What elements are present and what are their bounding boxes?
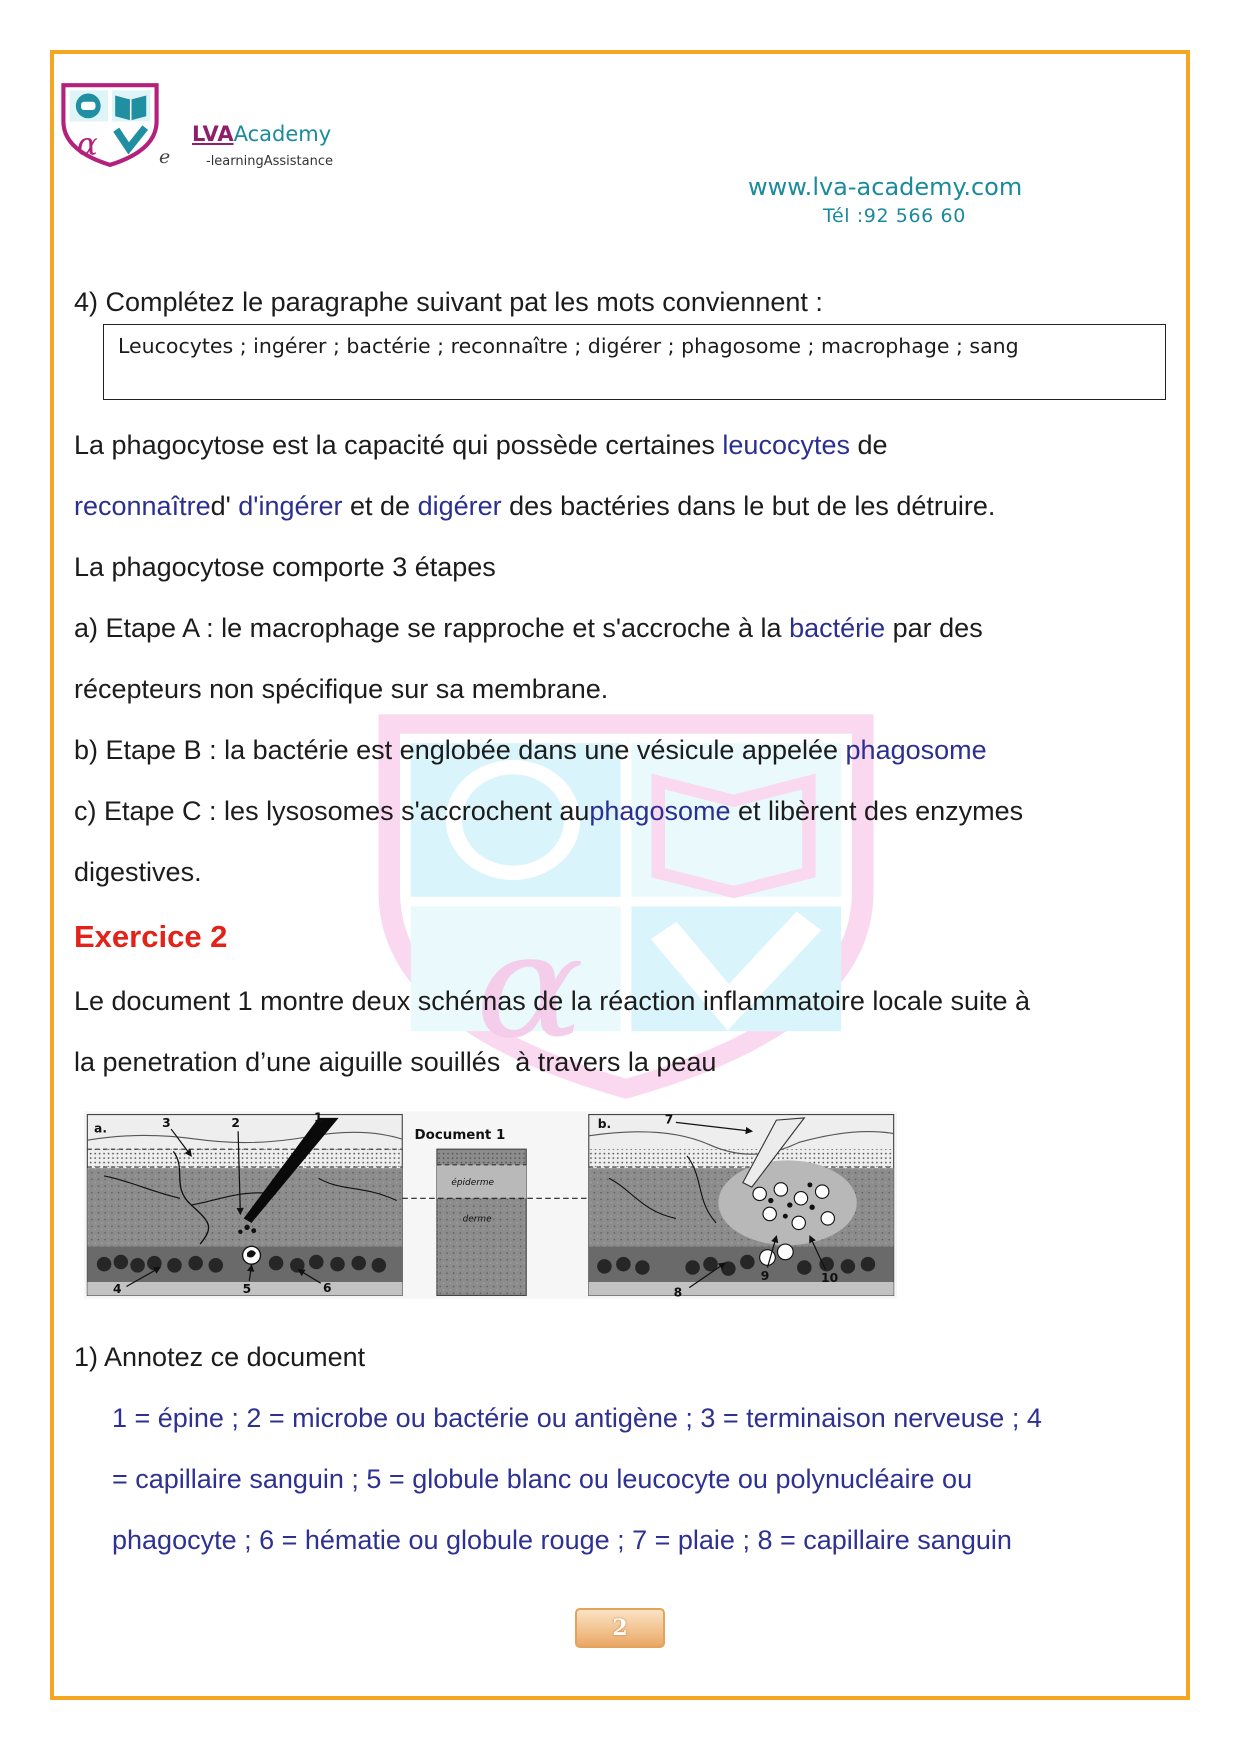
blood-cell (269, 1256, 284, 1271)
filled-word: bactérie (789, 613, 886, 643)
answer-line (74, 598, 1023, 659)
document-1-figure (84, 1111, 897, 1299)
answer-text: b) Etape B : la bactérie est englobée dans une vésicule appelée (74, 735, 846, 765)
lva-academy-logo (58, 80, 162, 168)
page-number: 2 (575, 1608, 665, 1648)
filled-word: d'ingérer (238, 491, 343, 521)
blood-cell (740, 1255, 755, 1270)
bacterium (768, 1198, 773, 1203)
blood-cell (841, 1259, 856, 1274)
label-6: 6 (322, 1281, 332, 1296)
answer-text: d' (210, 491, 239, 521)
inflamed-area (718, 1160, 856, 1245)
phone-number: Tél :92 566 60 (823, 205, 966, 227)
answer-line (74, 659, 1023, 720)
label-3: 3 (162, 1115, 171, 1130)
figure-title: Document 1 (414, 1128, 506, 1144)
bacterium (238, 1230, 242, 1234)
white-blood-cell (774, 1183, 787, 1196)
annotation-line: phagocyte ; 6 = hématie ou globule rouge ; 7 = plaie ; 8 = capillaire sanguin (112, 1525, 1012, 1555)
question-1-annotate: 1) Annotez ce document (74, 1342, 366, 1372)
blood-cell (685, 1260, 700, 1275)
panel-a-label: a. (94, 1121, 107, 1136)
bacterium (251, 1228, 256, 1233)
white-blood-cell (815, 1185, 828, 1198)
answer-line (74, 720, 1023, 781)
blood-cell (819, 1257, 834, 1272)
word-bank-box (103, 324, 1166, 400)
brand-name (192, 122, 331, 146)
blood-cell (167, 1258, 182, 1273)
answer-text: des bactéries dans le but de les détruire. (501, 491, 996, 521)
bacterium (244, 1225, 249, 1230)
answer-text: digestives. (74, 857, 202, 887)
question-4-title: 4) Complétez le paragraphe suivant pat les mots conviennent : (74, 287, 823, 317)
brand-subtitle: -learningAssistance (206, 154, 333, 169)
white-blood-cell (821, 1212, 834, 1225)
answer-text: La phagocytose comporte 3 étapes (74, 552, 496, 582)
blood-cell (635, 1260, 650, 1275)
filled-word: phagosome (845, 735, 987, 765)
answer-line (74, 476, 1023, 537)
annotation-answers (112, 1388, 1042, 1571)
answer-text: c) Etape C : les lysosomes s'accrochent au (74, 796, 590, 826)
blood-cell (209, 1258, 224, 1273)
brand-academy: Academy (233, 122, 332, 146)
epidermis-layer (589, 1149, 894, 1167)
panel-b-label: b. (597, 1116, 612, 1131)
answer-line (74, 781, 1023, 842)
blood-cell (616, 1257, 631, 1272)
panel-a-skin-diagram (87, 1115, 402, 1296)
white-blood-cell (778, 1244, 794, 1260)
blood-cell (309, 1255, 324, 1270)
label-1: 1 (314, 1111, 323, 1125)
brand-e: e (159, 146, 171, 168)
label-7: 7 (664, 1112, 674, 1127)
answer-text: et libèrent des enzymes (730, 796, 1024, 826)
label-4: 4 (113, 1282, 122, 1297)
white-blood-cell (794, 1192, 807, 1205)
bacterium (787, 1202, 792, 1207)
logo-alpha: α (76, 126, 98, 163)
white-blood-cell (753, 1187, 766, 1200)
blood-cell (797, 1260, 812, 1275)
filled-word: leucocytes (722, 430, 850, 460)
brand-lva: LVA (192, 122, 234, 146)
white-blood-cell (792, 1216, 805, 1229)
blood-cell (114, 1255, 129, 1270)
answer-line (74, 842, 1023, 903)
annotation-line: = capillaire sanguin ; 5 = globule blanc ou leucocyte ou polynucléaire ou (112, 1464, 973, 1494)
label-9: 9 (760, 1268, 770, 1283)
answer-text: La phagocytose est la capacité qui possède certaines (74, 430, 723, 460)
filled-word: digérer (417, 491, 502, 521)
white-blood-cell (760, 1250, 776, 1266)
white-blood-cell (763, 1207, 776, 1220)
bacterium (807, 1182, 812, 1187)
website-link[interactable]: www.lva-academy.com (748, 173, 1023, 201)
intro-line: Le document 1 montre deux schémas de la réaction inflammatoire locale suite à (74, 986, 1031, 1016)
bacterium (809, 1205, 814, 1210)
panel-b-skin-diagram (589, 1115, 894, 1296)
blood-cell (97, 1257, 112, 1272)
bacterium (783, 1214, 788, 1219)
label-8: 8 (673, 1285, 683, 1299)
label-5: 5 (242, 1282, 252, 1297)
answer-text: par des (885, 613, 983, 643)
exercise-2-title: Exercice 2 (74, 919, 228, 954)
blood-cell (597, 1259, 612, 1274)
blood-cell (290, 1258, 305, 1273)
answer-line (74, 415, 1023, 476)
label-10: 10 (821, 1271, 839, 1286)
blood-cell (330, 1257, 345, 1272)
answer-paragraph (74, 415, 1023, 903)
blood-cell (372, 1258, 387, 1273)
blood-cell (351, 1256, 366, 1271)
blood-cell (861, 1257, 876, 1272)
answer-text: et de (342, 491, 418, 521)
epidermis-layer (87, 1149, 402, 1167)
label-2: 2 (231, 1115, 240, 1130)
exercise-2-intro (74, 971, 1030, 1093)
filled-word: phagosome (589, 796, 731, 826)
speech-bubble-icon (81, 102, 95, 110)
answer-line (74, 537, 1023, 598)
epidermis-label: épiderme (451, 1177, 495, 1188)
filled-word: reconnaître (74, 491, 211, 521)
dermis-label: derme (462, 1214, 492, 1225)
word-bank: Leucocytes ; ingérer ; bactérie ; reconnaître ; digérer ; phagosome ; macrophage ; sang (118, 334, 1019, 358)
blood-cell (188, 1256, 203, 1271)
answer-text: récepteurs non spécifique sur sa membrane. (74, 674, 609, 704)
intro-line: la penetration d’une aiguille souillés à travers la peau (74, 1047, 717, 1077)
watermark-alpha: α (475, 903, 585, 1071)
blood-cell (130, 1258, 145, 1273)
answer-text: de (850, 430, 888, 460)
annotation-line: 1 = épine ; 2 = microbe ou bactérie ou antigène ; 3 = terminaison nerveuse ; 4 (112, 1403, 1042, 1433)
answer-text: a) Etape A : le macrophage se rapproche et s'accroche à la (74, 613, 790, 643)
